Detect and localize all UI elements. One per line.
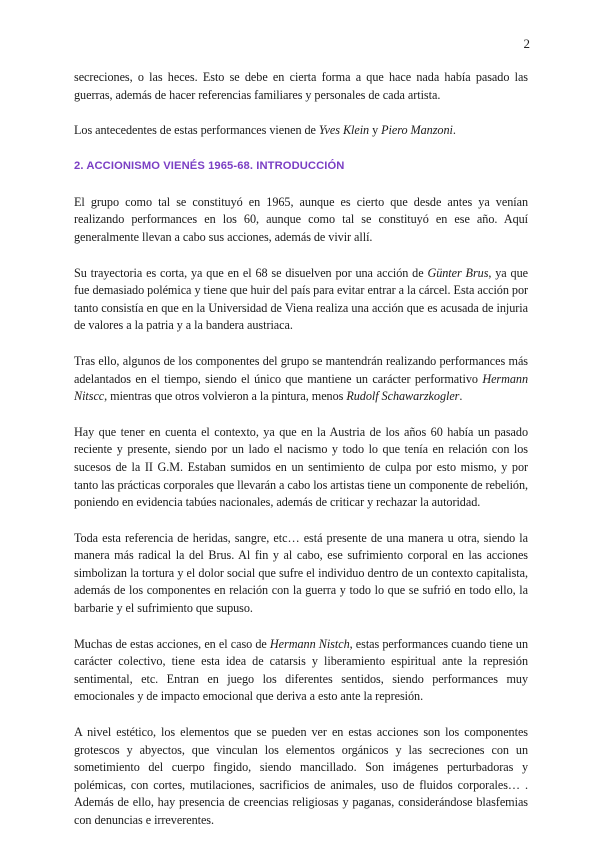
page-number: 2 [523, 36, 530, 51]
paragraph-grupo: El grupo como tal se constituyó en 1965, aunque es cierto que desde antes ya venían realizando performances en los 60, aunque como tal se constituyó en ese año. Aquí generalmente llevan a cabo sus acciones, además de vivir allí. [74, 194, 528, 244]
artist-name-nitscc: Hermann Nitscc [74, 371, 528, 404]
paragraph-tras-ello: Tras ello, algunos de los componentes del grupo se mantendrán realizando performances más adelantados en el tiempo, siendo el único que mantiene un carácter performativo Hermann Nitscc, mientras que otros volvieron a la pintura, menos Rudolf Schawarzkogler. [74, 353, 528, 404]
paragraph-estetica: A nivel estético, los elementos que se pueden ver en estas acciones son los componentes grotescos y abyectos, que vinculan los elementos orgánicos y las secreciones con un sometimiento del cuerpo fingido, siendo mancillado. Son imágenes perturbadoras y polémicas, con cortes, mutilaciones, sacrificios de animales, uso de fluidos corporales… . Además de ello, hay presencia de creencias religiosas y paganas, considerándose blasfemias con denuncias e irreverentes. [74, 725, 528, 827]
page-content [74, 69, 528, 830]
paragraph-secreciones: secreciones, o las heces. Esto se debe en cierta forma a que hace nada había pasado las guerras, además de hacer referencias familiares y personales de cada artista. [74, 70, 528, 102]
paragraph-heridas: Toda esta referencia de heridas, sangre, etc… está presente de una manera u otra, siendo la manera más radical la del Brus. Al fin y al cabo, ese sufrimiento corporal en las acciones simbolizan la tortura y el dolor social que sufre el individuo dentro de un contexto capitalista, además de los componentes en relación con la guerra y todo lo que se sufrió en todo ello, la barbarie y el sufrimiento que supuso. [74, 530, 528, 616]
paragraph-trayectoria: Su trayectoria es corta, ya que en el 68 se disuelven por una acción de Günter Brus, ya que fue demasiado polémica y tiene que huir del país para evitar entrar a la cárcel. Esta acción por tanto consistía en que en la Universidad de Viena realiza una acción que es acusada de injuria de valores a la patria y a la bandera austriaca. [74, 265, 528, 333]
artist-name-brus: Günter Brus [427, 265, 489, 280]
artist-name-schwarzkogler: Rudolf Schawarzkogler [346, 389, 460, 404]
artist-name-manzoni: Piero Manzoni [381, 123, 453, 138]
paragraph-antecedentes: Los antecedentes de estas performances vienen de Yves Klein y Piero Manzoni. [74, 123, 456, 138]
paragraph-acciones: Muchas de estas acciones, en el caso de Hermann Nistch, estas performances cuando tiene un carácter colectivo, tiene esta idea de catarsis y liberamiento espiritual ante la represión sentimental, etc. Entran en juego los diferentes sentidos, siendo performances muy emocionales y de impacto emocional que deriva a esto ante la represión. [74, 636, 528, 704]
artist-name-klein: Yves Klein [318, 123, 370, 138]
section-heading: 2. ACCIONISMO VIENÉS 1965-68. INTRODUCCIÓN [74, 159, 345, 172]
artist-name-nistch: Hermann Nistch [269, 636, 350, 651]
paragraph-contexto: Hay que tener en cuenta el contexto, ya que en la Austria de los años 60 había un pasado reciente y presente, siendo por un lado el nacismo y todo lo que tenía en relación con los sucesos de la II G.M. Estaban sumidos en un sentimiento de culpa por esto mismo, y por tanto las prácticas corporales que llevarán a cabo los artistas tiene un componente de rebelión, poniendo en evidencia tabúes nacionales, además de criticar y rechazar la autoridad. [74, 424, 528, 510]
